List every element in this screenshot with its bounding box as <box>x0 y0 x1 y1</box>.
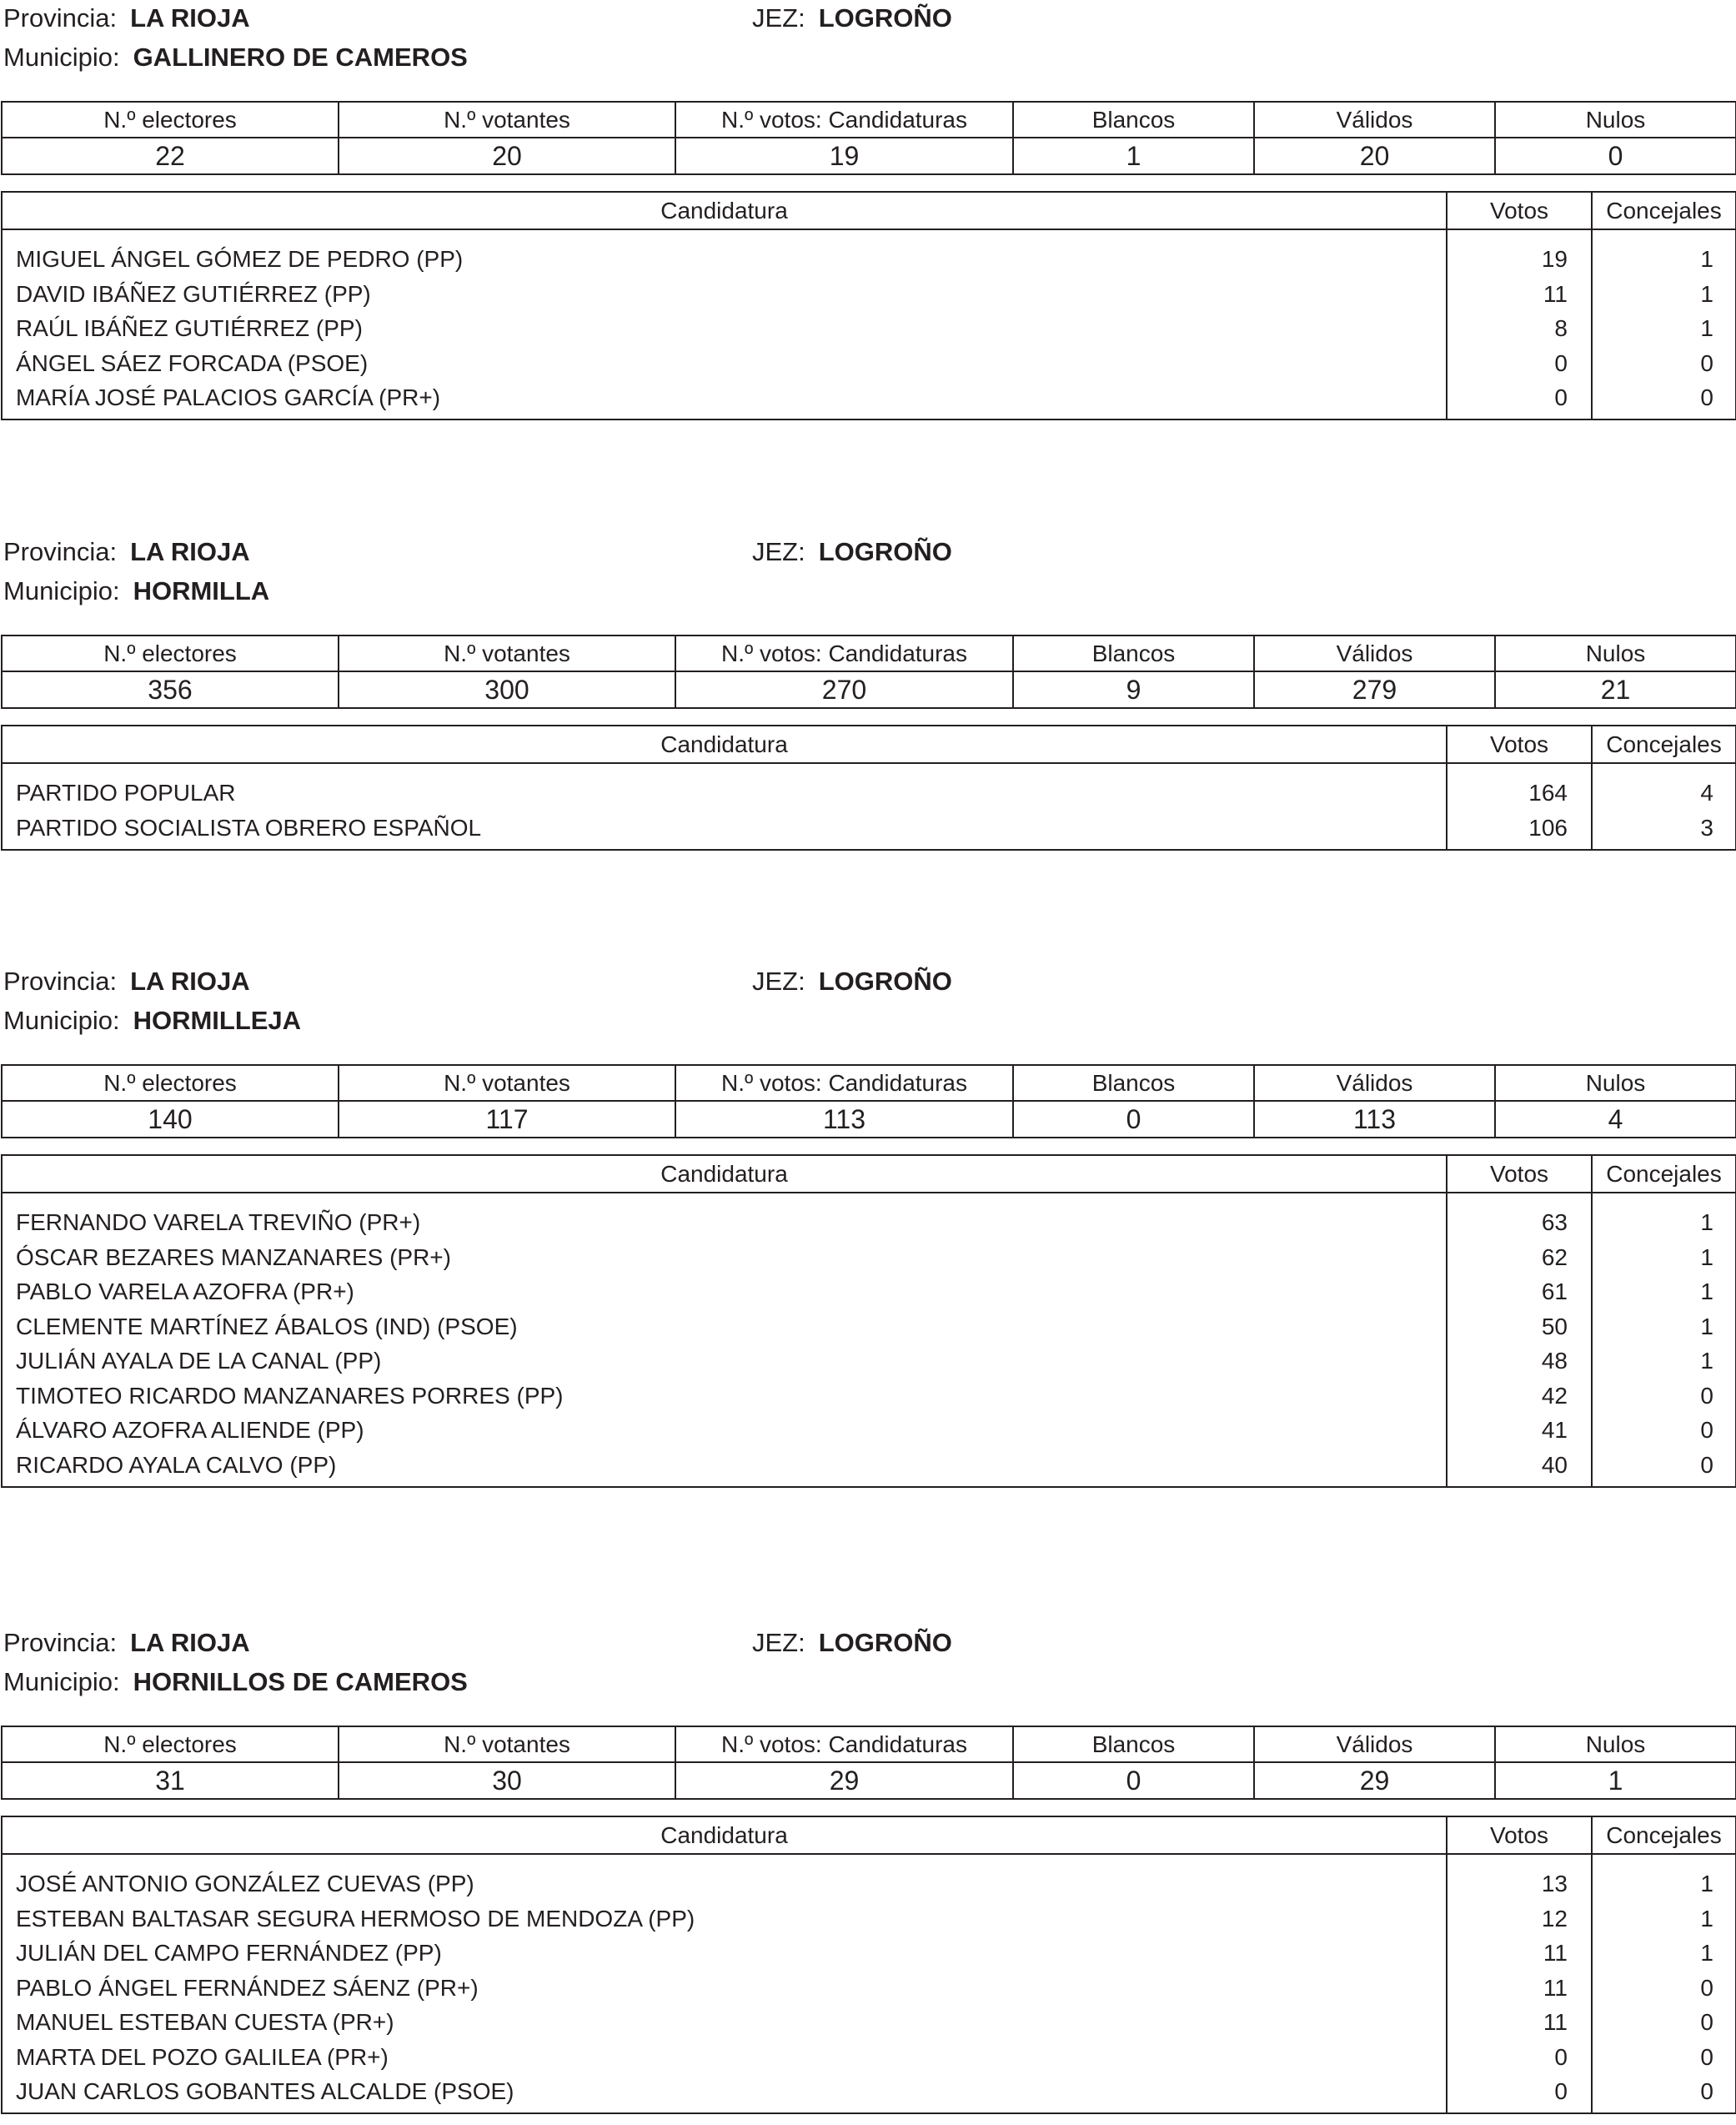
municipality-section <box>0 1625 1736 2125</box>
stats-header-cell: Válidos <box>1254 1726 1495 1762</box>
jez-label: JEZ: <box>752 3 805 33</box>
candidate-concejales: 0 <box>1592 380 1736 419</box>
spacer-cell <box>1447 1854 1592 1866</box>
candidate-name: RICARDO AYALA CALVO (PP) <box>2 1448 1447 1487</box>
candidates-header-cell: Votos <box>1447 1155 1592 1193</box>
spacer-cell <box>1447 1193 1592 1205</box>
candidate-name: MARTA DEL POZO GALILEA (PR+) <box>2 2040 1447 2075</box>
provincia-value: LA RIOJA <box>130 537 250 566</box>
stats-header-cell: Nulos <box>1495 1065 1736 1101</box>
stats-value-cell: 113 <box>1254 1101 1495 1138</box>
stats-header-cell: Válidos <box>1254 1065 1495 1101</box>
candidate-row <box>2 346 1736 381</box>
candidate-name: JOSÉ ANTONIO GONZÁLEZ CUEVAS (PP) <box>2 1866 1447 1901</box>
municipio-label: Municipio: <box>3 1006 120 1035</box>
stats-value-cell: 140 <box>2 1101 339 1138</box>
candidate-row <box>2 1309 1736 1344</box>
jez-line <box>752 967 952 997</box>
provincia-value: LA RIOJA <box>130 3 250 33</box>
candidate-name: PABLO VARELA AZOFRA (PR+) <box>2 1274 1447 1309</box>
candidate-row <box>2 277 1736 312</box>
stats-value-cell: 29 <box>675 1762 1013 1799</box>
stats-header-cell: Nulos <box>1495 635 1736 671</box>
candidates-header-cell: Concejales <box>1592 726 1736 763</box>
candidate-row <box>2 1866 1736 1901</box>
jez-line <box>752 537 952 567</box>
stats-header-cell: N.º votantes <box>339 102 675 138</box>
candidate-row <box>2 1344 1736 1379</box>
spacer-cell <box>2 229 1447 242</box>
provincia-line <box>3 537 250 567</box>
candidate-concejales: 0 <box>1592 2005 1736 2040</box>
candidate-concejales: 0 <box>1592 1971 1736 2006</box>
provincia-value: LA RIOJA <box>130 1628 250 1657</box>
provincia-label: Provincia: <box>3 967 118 996</box>
spacer-cell <box>1592 229 1736 242</box>
candidates-header-cell: Votos <box>1447 1816 1592 1854</box>
stats-value-cell: 113 <box>675 1101 1013 1138</box>
candidate-name: TIMOTEO RICARDO MANZANARES PORRES (PP) <box>2 1379 1447 1414</box>
candidates-header-cell: Concejales <box>1592 1155 1736 1193</box>
candidate-name: FERNANDO VARELA TREVIÑO (PR+) <box>2 1205 1447 1240</box>
candidate-concejales: 0 <box>1592 1413 1736 1448</box>
candidate-row <box>2 380 1736 419</box>
candidate-votos: 11 <box>1447 2005 1592 2040</box>
candidate-concejales: 1 <box>1592 277 1736 312</box>
jez-value: LOGROÑO <box>818 1628 952 1657</box>
candidate-votos: 63 <box>1447 1205 1592 1240</box>
candidate-row <box>2 1448 1736 1487</box>
municipio-value: HORNILLOS DE CAMEROS <box>133 1667 468 1696</box>
candidate-votos: 19 <box>1447 242 1592 277</box>
candidate-row <box>2 1205 1736 1240</box>
candidate-name: PARTIDO POPULAR <box>2 776 1447 811</box>
candidate-row <box>2 1901 1736 1937</box>
candidate-votos: 8 <box>1447 311 1592 346</box>
candidate-row <box>2 1274 1736 1309</box>
stats-value-cell: 4 <box>1495 1101 1736 1138</box>
candidate-concejales: 4 <box>1592 776 1736 811</box>
candidate-votos: 0 <box>1447 380 1592 419</box>
candidate-concejales: 0 <box>1592 2040 1736 2075</box>
candidates-table <box>1 1816 1736 2114</box>
candidate-row <box>2 1971 1736 2006</box>
candidate-concejales: 1 <box>1592 1274 1736 1309</box>
stats-header-row <box>2 635 1736 671</box>
candidate-concejales: 3 <box>1592 811 1736 850</box>
candidate-name: CLEMENTE MARTÍNEZ ÁBALOS (IND) (PSOE) <box>2 1309 1447 1344</box>
candidate-votos: 11 <box>1447 1936 1592 1971</box>
stats-value-cell: 20 <box>339 138 675 174</box>
candidate-row <box>2 1936 1736 1971</box>
stats-table <box>1 635 1736 709</box>
candidates-header-cell: Candidatura <box>2 1155 1447 1193</box>
candidate-votos: 50 <box>1447 1309 1592 1344</box>
candidates-header-cell: Concejales <box>1592 1816 1736 1854</box>
candidate-concejales: 0 <box>1592 1448 1736 1487</box>
candidate-votos: 13 <box>1447 1866 1592 1901</box>
candidate-votos: 61 <box>1447 1274 1592 1309</box>
stats-value-row <box>2 1762 1736 1799</box>
candidate-name: ÓSCAR BEZARES MANZANARES (PR+) <box>2 1240 1447 1275</box>
stats-value-cell: 29 <box>1254 1762 1495 1799</box>
candidate-votos: 62 <box>1447 1240 1592 1275</box>
candidate-concejales: 0 <box>1592 1379 1736 1414</box>
candidate-name: JULIÁN AYALA DE LA CANAL (PP) <box>2 1344 1447 1379</box>
jez-label: JEZ: <box>752 537 805 566</box>
municipio-value: GALLINERO DE CAMEROS <box>133 43 468 72</box>
candidate-name: PABLO ÁNGEL FERNÁNDEZ SÁENZ (PR+) <box>2 1971 1447 2006</box>
provincia-line <box>3 1628 250 1658</box>
municipality-section <box>0 534 1736 1034</box>
candidate-votos: 0 <box>1447 346 1592 381</box>
jez-line <box>752 3 952 33</box>
jez-value: LOGROÑO <box>818 967 952 996</box>
stats-header-cell: N.º electores <box>2 1726 339 1762</box>
municipio-line <box>3 1667 468 1697</box>
candidate-concejales: 1 <box>1592 1901 1736 1937</box>
stats-value-cell: 30 <box>339 1762 675 1799</box>
candidates-header-cell: Votos <box>1447 726 1592 763</box>
municipio-line <box>3 43 468 73</box>
spacer-cell <box>2 1854 1447 1866</box>
candidate-votos: 42 <box>1447 1379 1592 1414</box>
spacer-row <box>2 1854 1736 1866</box>
provincia-value: LA RIOJA <box>130 967 250 996</box>
stats-header-cell: Blancos <box>1013 1065 1254 1101</box>
municipality-section <box>0 0 1736 500</box>
candidate-concejales: 1 <box>1592 1240 1736 1275</box>
municipio-value: HORMILLEJA <box>133 1006 302 1035</box>
stats-table <box>1 101 1736 175</box>
candidate-name: ESTEBAN BALTASAR SEGURA HERMOSO DE MENDOZA (PP) <box>2 1901 1447 1937</box>
jez-value: LOGROÑO <box>818 537 952 566</box>
candidate-name: ÁLVARO AZOFRA ALIENDE (PP) <box>2 1413 1447 1448</box>
candidate-row <box>2 1240 1736 1275</box>
candidate-row <box>2 1379 1736 1414</box>
candidate-row <box>2 2005 1736 2040</box>
candidates-header-cell: Candidatura <box>2 726 1447 763</box>
candidate-row <box>2 811 1736 850</box>
municipio-label: Municipio: <box>3 576 120 605</box>
stats-value-cell: 279 <box>1254 671 1495 708</box>
candidate-name: JULIÁN DEL CAMPO FERNÁNDEZ (PP) <box>2 1936 1447 1971</box>
candidates-header-cell: Candidatura <box>2 192 1447 229</box>
stats-header-cell: Blancos <box>1013 635 1254 671</box>
candidate-votos: 48 <box>1447 1344 1592 1379</box>
spacer-cell <box>1592 1193 1736 1205</box>
stats-header-row <box>2 1726 1736 1762</box>
provincia-label: Provincia: <box>3 1628 118 1657</box>
candidates-table <box>1 725 1736 851</box>
stats-header-cell: Válidos <box>1254 635 1495 671</box>
stats-value-cell: 356 <box>2 671 339 708</box>
stats-table <box>1 1726 1736 1800</box>
stats-value-cell: 300 <box>339 671 675 708</box>
candidates-header-cell: Votos <box>1447 192 1592 229</box>
spacer-cell <box>2 763 1447 776</box>
spacer-row <box>2 229 1736 242</box>
stats-value-row <box>2 671 1736 708</box>
stats-value-cell: 1 <box>1013 138 1254 174</box>
candidate-concejales: 0 <box>1592 346 1736 381</box>
candidates-header-row <box>2 1155 1736 1193</box>
candidate-row <box>2 1413 1736 1448</box>
spacer-cell <box>1592 763 1736 776</box>
municipio-label: Municipio: <box>3 1667 120 1696</box>
candidate-concejales: 1 <box>1592 1309 1736 1344</box>
stats-header-cell: Válidos <box>1254 102 1495 138</box>
stats-header-cell: Blancos <box>1013 1726 1254 1762</box>
spacer-cell <box>2 1193 1447 1205</box>
stats-value-cell: 117 <box>339 1101 675 1138</box>
candidate-name: MARÍA JOSÉ PALACIOS GARCÍA (PR+) <box>2 380 1447 419</box>
stats-value-cell: 22 <box>2 138 339 174</box>
candidate-concejales: 0 <box>1592 2074 1736 2113</box>
candidate-concejales: 1 <box>1592 242 1736 277</box>
spacer-cell <box>1447 763 1592 776</box>
municipio-line <box>3 1006 301 1036</box>
candidate-votos: 106 <box>1447 811 1592 850</box>
stats-value-cell: 0 <box>1013 1762 1254 1799</box>
candidate-concejales: 1 <box>1592 1344 1736 1379</box>
stats-header-cell: N.º votantes <box>339 1726 675 1762</box>
municipio-label: Municipio: <box>3 43 120 72</box>
candidate-votos: 40 <box>1447 1448 1592 1487</box>
candidate-name: ÁNGEL SÁEZ FORCADA (PSOE) <box>2 346 1447 381</box>
spacer-cell <box>1447 229 1592 242</box>
candidate-name: MANUEL ESTEBAN CUESTA (PR+) <box>2 2005 1447 2040</box>
stats-value-cell: 0 <box>1013 1101 1254 1138</box>
spacer-row <box>2 763 1736 776</box>
stats-header-cell: N.º votos: Candidaturas <box>675 102 1013 138</box>
stats-header-cell: N.º electores <box>2 635 339 671</box>
stats-header-cell: Blancos <box>1013 102 1254 138</box>
candidate-name: JUAN CARLOS GOBANTES ALCALDE (PSOE) <box>2 2074 1447 2113</box>
jez-line <box>752 1628 952 1658</box>
candidate-votos: 12 <box>1447 1901 1592 1937</box>
stats-header-cell: Nulos <box>1495 1726 1736 1762</box>
candidate-concejales: 1 <box>1592 1866 1736 1901</box>
stats-value-cell: 9 <box>1013 671 1254 708</box>
jez-label: JEZ: <box>752 1628 805 1657</box>
spacer-cell <box>1592 1854 1736 1866</box>
candidate-votos: 164 <box>1447 776 1592 811</box>
candidates-header-cell: Concejales <box>1592 192 1736 229</box>
stats-header-cell: N.º votantes <box>339 635 675 671</box>
candidate-name: DAVID IBÁÑEZ GUTIÉRREZ (PP) <box>2 277 1447 312</box>
stats-header-cell: N.º votos: Candidaturas <box>675 635 1013 671</box>
stats-header-cell: N.º votos: Candidaturas <box>675 1065 1013 1101</box>
jez-value: LOGROÑO <box>818 3 952 33</box>
candidates-header-row <box>2 1816 1736 1854</box>
candidate-row <box>2 242 1736 277</box>
stats-value-cell: 270 <box>675 671 1013 708</box>
municipio-line <box>3 576 269 606</box>
candidate-name: PARTIDO SOCIALISTA OBRERO ESPAÑOL <box>2 811 1447 850</box>
candidate-votos: 11 <box>1447 1971 1592 2006</box>
stats-value-cell: 0 <box>1495 138 1736 174</box>
stats-value-cell: 20 <box>1254 138 1495 174</box>
stats-value-cell: 1 <box>1495 1762 1736 1799</box>
candidate-row <box>2 311 1736 346</box>
candidate-row <box>2 776 1736 811</box>
jez-label: JEZ: <box>752 967 805 996</box>
candidates-table <box>1 191 1736 420</box>
stats-header-row <box>2 102 1736 138</box>
provincia-line <box>3 3 250 33</box>
provincia-line <box>3 967 250 997</box>
stats-header-cell: Nulos <box>1495 102 1736 138</box>
stats-value-cell: 19 <box>675 138 1013 174</box>
stats-value-row <box>2 138 1736 174</box>
candidate-row <box>2 2040 1736 2075</box>
provincia-label: Provincia: <box>3 537 118 566</box>
candidate-name: MIGUEL ÁNGEL GÓMEZ DE PEDRO (PP) <box>2 242 1447 277</box>
candidate-votos: 0 <box>1447 2040 1592 2075</box>
candidate-concejales: 1 <box>1592 311 1736 346</box>
stats-header-cell: N.º votos: Candidaturas <box>675 1726 1013 1762</box>
provincia-label: Provincia: <box>3 3 118 33</box>
candidate-votos: 0 <box>1447 2074 1592 2113</box>
stats-value-cell: 31 <box>2 1762 339 1799</box>
stats-header-row <box>2 1065 1736 1101</box>
candidate-votos: 41 <box>1447 1413 1592 1448</box>
municipio-value: HORMILLA <box>133 576 270 605</box>
spacer-row <box>2 1193 1736 1205</box>
candidate-concejales: 1 <box>1592 1205 1736 1240</box>
stats-value-row <box>2 1101 1736 1138</box>
stats-header-cell: N.º votantes <box>339 1065 675 1101</box>
candidate-concejales: 1 <box>1592 1936 1736 1971</box>
stats-header-cell: N.º electores <box>2 102 339 138</box>
municipality-section <box>0 963 1736 1478</box>
candidates-header-cell: Candidatura <box>2 1816 1447 1854</box>
candidates-header-row <box>2 726 1736 763</box>
stats-table <box>1 1064 1736 1138</box>
stats-value-cell: 21 <box>1495 671 1736 708</box>
candidate-votos: 11 <box>1447 277 1592 312</box>
candidates-table <box>1 1154 1736 1488</box>
candidate-name: RAÚL IBÁÑEZ GUTIÉRREZ (PP) <box>2 311 1447 346</box>
candidates-header-row <box>2 192 1736 229</box>
candidate-row <box>2 2074 1736 2113</box>
stats-header-cell: N.º electores <box>2 1065 339 1101</box>
